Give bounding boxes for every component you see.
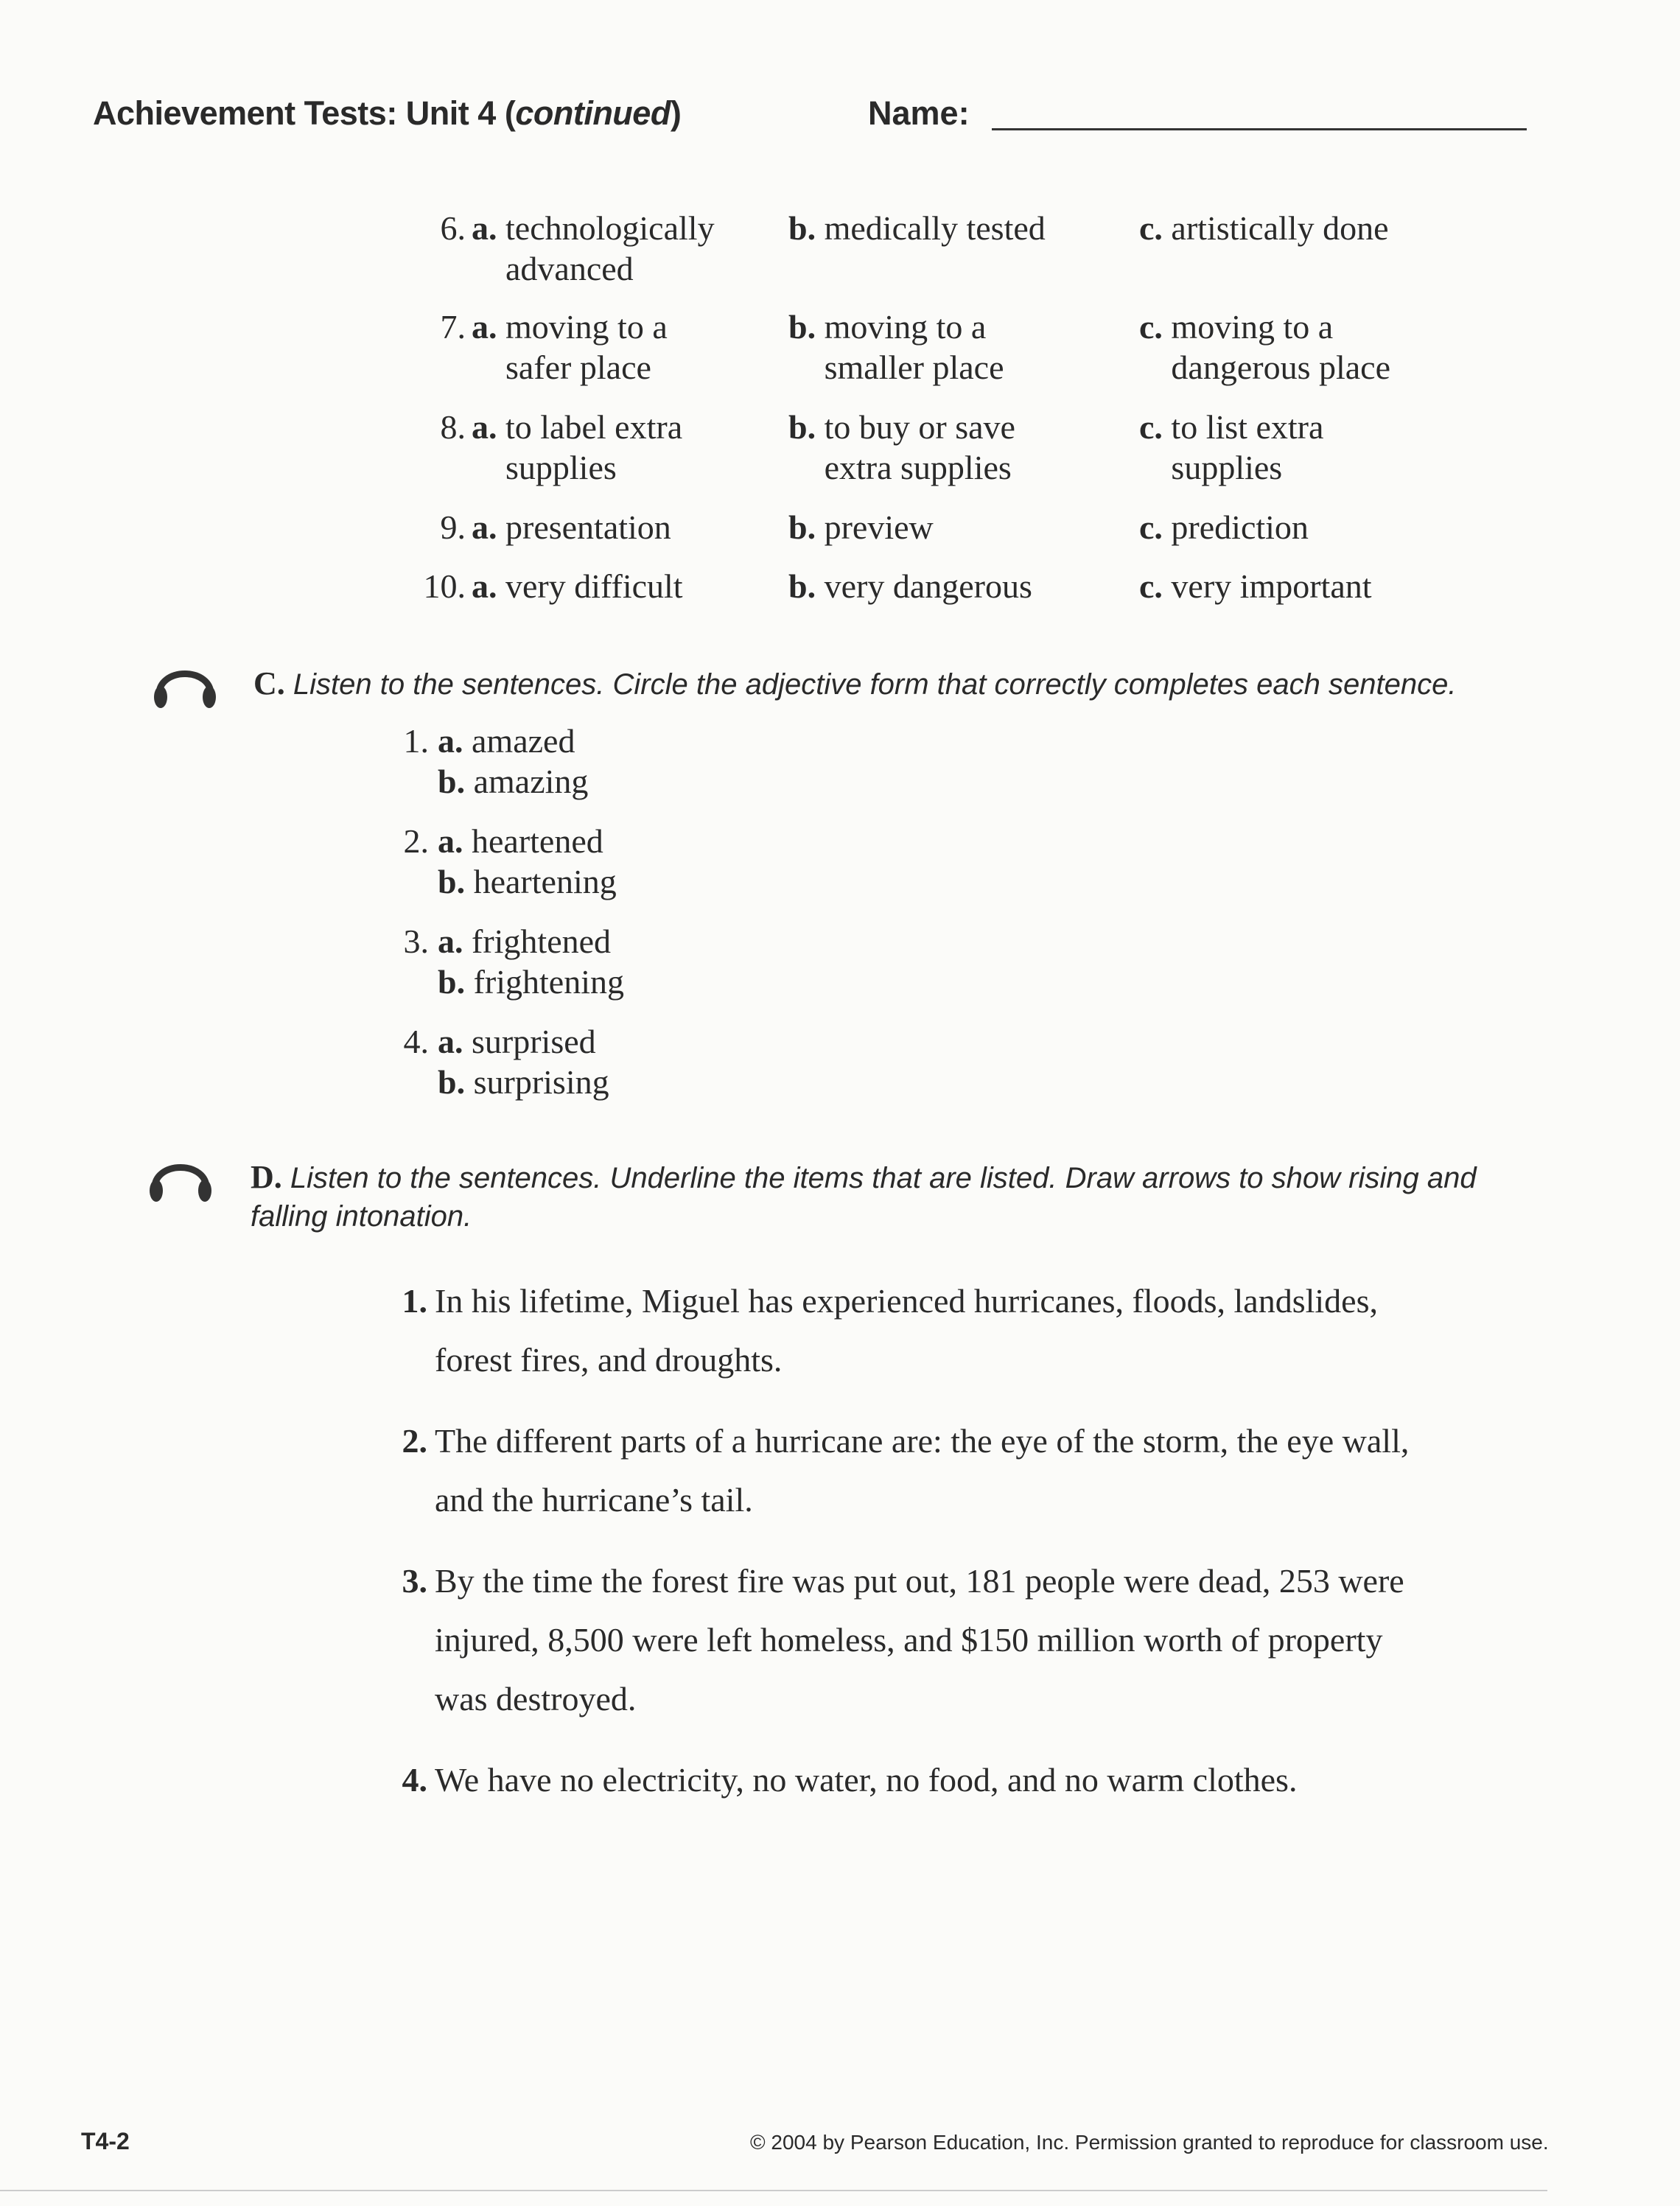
sentence-text: The different parts of a hurricane are: the eye of the storm, the eye wall, and the hurricane’s tail. [435, 1422, 1410, 1519]
answer-option-a[interactable] [438, 1021, 596, 1062]
answer-option-c[interactable] [1139, 566, 1372, 606]
option-letter: a. [472, 408, 497, 446]
sentence-number: 3. [402, 1562, 427, 1600]
option-text: moving to a dangerous place [1171, 308, 1391, 386]
answer-option-a[interactable] [472, 507, 671, 547]
option-letter: a. [472, 209, 497, 247]
sentence-item[interactable] [402, 1751, 1518, 1810]
option-letter: c. [1139, 209, 1163, 247]
option-letter: a. [472, 567, 497, 605]
option-text: medically tested [824, 209, 1046, 247]
option-text: heartening [473, 863, 617, 900]
answer-option-c[interactable] [1139, 208, 1389, 248]
option-letter: c. [1139, 508, 1163, 546]
option-text: surprising [473, 1063, 609, 1101]
option-letter: a. [472, 508, 497, 546]
option-text: moving to a smaller place [824, 308, 1004, 386]
option-text: technologically advanced [505, 209, 715, 287]
answer-option-a[interactable] [472, 208, 715, 289]
title-continued: continued [515, 94, 671, 132]
option-text: to label extra supplies [505, 408, 683, 486]
sentence-text: In his lifetime, Miguel has experienced hurricanes, floods, landslides, forest fires, and droughts. [435, 1282, 1378, 1379]
answer-option-c[interactable] [1139, 307, 1390, 388]
answer-option-a[interactable] [438, 721, 575, 761]
answer-option-b[interactable] [438, 861, 617, 902]
option-text: amazed [472, 722, 575, 760]
section-d-instruction: D. Listen to the sentences. Underline the items that are listed. Draw arrows to show rising and falling intonation. [251, 1159, 1477, 1233]
answer-option-c[interactable] [1139, 507, 1309, 547]
option-letter: b. [788, 209, 816, 247]
question-number: 6. [440, 209, 466, 247]
headphones-icon [147, 1146, 214, 1204]
option-letter: b. [438, 863, 466, 900]
option-letter: b. [788, 408, 816, 446]
section-c-letter: C. [253, 665, 285, 701]
option-text: presentation [505, 508, 671, 546]
question-number: 9. [440, 508, 466, 546]
option-letter: a. [472, 308, 497, 346]
option-text: frightening [473, 963, 624, 1001]
option-text: to list extra supplies [1171, 408, 1324, 486]
page-number: T4-2 [81, 2128, 130, 2154]
option-letter: a. [438, 1023, 463, 1060]
name-field-line[interactable] [992, 128, 1527, 130]
option-text: very difficult [505, 567, 683, 605]
sentence-item[interactable] [402, 1272, 1518, 1390]
option-letter: c. [1139, 408, 1163, 446]
option-letter: b. [788, 567, 816, 605]
question-number: 2. [403, 822, 429, 860]
section-c-instruction: C. Listen to the sentences. Circle the adjective form that correctly completes each sentence. [253, 665, 1457, 701]
option-text: prediction [1171, 508, 1309, 546]
answer-option-c[interactable] [1139, 407, 1323, 488]
option-text: surprised [472, 1023, 596, 1060]
sentence-item[interactable] [402, 1552, 1518, 1729]
sentence-text: By the time the forest fire was put out, 181 people were dead, 253 were injured, 8,500 were left homeless, and $150 million worth of property was destroyed. [435, 1562, 1404, 1717]
bottom-rule [0, 2190, 1547, 2191]
page-title: Achievement Tests: Unit 4 (continued) [93, 94, 682, 132]
sentence-text: We have no electricity, no water, no food, and no warm clothes. [435, 1761, 1298, 1799]
sentence-number: 1. [402, 1282, 427, 1320]
question-number: 7. [440, 308, 466, 346]
answer-option-b[interactable] [788, 307, 1004, 388]
answer-option-a[interactable] [472, 566, 683, 606]
sentence-number: 2. [402, 1422, 427, 1460]
headphones-icon [152, 653, 218, 710]
answer-option-b[interactable] [788, 407, 1015, 488]
answer-option-b[interactable] [788, 208, 1046, 248]
option-letter: a. [438, 922, 463, 960]
question-number: 1. [403, 722, 429, 760]
option-letter: a. [438, 822, 463, 860]
option-text: very dangerous [824, 567, 1032, 605]
name-label: Name: [868, 94, 970, 132]
option-text: very important [1171, 567, 1372, 605]
section-d-letter: D. [251, 1159, 282, 1195]
answer-option-b[interactable] [438, 1062, 609, 1102]
option-text: artistically done [1171, 209, 1389, 247]
option-letter: c. [1139, 567, 1163, 605]
copyright-notice: © 2004 by Pearson Education, Inc. Permission granted to reproduce for classroom use. [750, 2131, 1549, 2154]
option-text: preview [824, 508, 934, 546]
option-letter: a. [438, 722, 463, 760]
question-number: 4. [403, 1023, 429, 1060]
question-number: 10. [423, 567, 466, 605]
answer-option-b[interactable] [438, 761, 588, 802]
option-text: heartened [472, 822, 603, 860]
answer-option-a[interactable] [472, 407, 682, 488]
option-letter: b. [788, 508, 816, 546]
option-text: frightened [472, 922, 612, 960]
question-number: 3. [403, 922, 429, 960]
option-letter: b. [438, 763, 466, 800]
answer-option-a[interactable] [438, 821, 603, 861]
option-text: amazing [473, 763, 589, 800]
answer-option-a[interactable] [438, 921, 611, 962]
question-number: 8. [440, 408, 466, 446]
option-text: moving to a safer place [505, 308, 668, 386]
answer-option-a[interactable] [472, 307, 668, 388]
option-letter: b. [438, 1063, 466, 1101]
option-text: to buy or save extra supplies [824, 408, 1015, 486]
sentence-number: 4. [402, 1761, 427, 1799]
answer-option-b[interactable] [788, 507, 934, 547]
option-letter: c. [1139, 308, 1163, 346]
option-letter: b. [788, 308, 816, 346]
answer-option-b[interactable] [788, 566, 1032, 606]
answer-option-b[interactable] [438, 962, 624, 1002]
sentence-item[interactable] [402, 1412, 1518, 1530]
option-letter: b. [438, 963, 466, 1001]
